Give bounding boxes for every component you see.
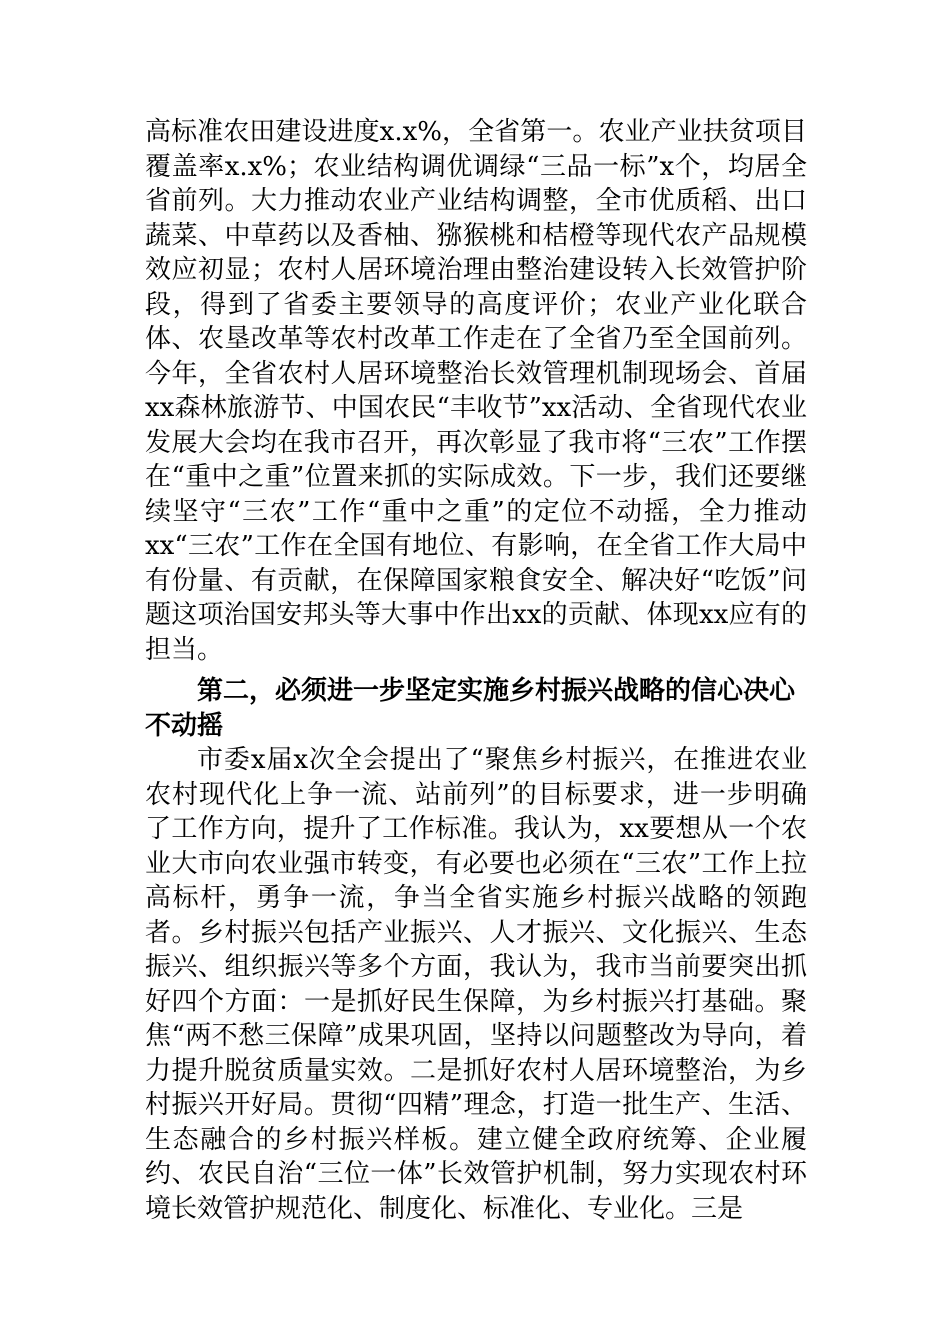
paragraph-agriculture-achievements bbox=[145, 115, 807, 667]
body-paragraph-2: 市委x届x次全会提出了“聚焦乡村振兴，在推进农业农村现代化上争一流、站前列”的目标要求，进一步明确了工作方向，提升了工作标准。我认为，xx要想从一个农业大市向农业强市转变，有必要也必须在“三农”工作上拉高标杆，勇争一流，争当全省实施乡村振兴战略的领跑者。乡村振兴包括产业振兴、人才振兴、文化振兴、生态振兴、组织振兴等多个方面，我认为，我市当前要突出抓好四个方面：一是抓好民生保障，为乡村振兴打基础。聚焦“两不愁三保障”成果巩固，坚持以问题整改为导向，着力提升脱贫质量实效。二是抓好农村人居环境整治，为乡村振兴开好局。贯彻“四精”理念，打造一批生产、生活、生态融合的乡村振兴样板。建立健全政府统筹、企业履约、农民自治“三位一体”长效管护机制，努力实现农村环境长效管护规范化、制度化、标准化、专业化。三是 bbox=[145, 745, 807, 1224]
section-heading-rural-revitalization bbox=[145, 674, 807, 743]
body-paragraph-1: 高标准农田建设进度x.x%，全省第一。农业产业扶贫项目覆盖率x.x%；农业结构调优调绿“三品一标”x个，均居全省前列。大力推动农业产业结构调整，全市优质稻、出口蔬菜、中草药以及香柚、猕猴桃和桔橙等现代农产品规模效应初显；农村人居环境治理由整治建设转入长效管护阶段，得到了省委主要领导的高度评价；农业产业化联合体、农垦改革等农村改革工作走在了全省乃至全国前列。今年，全省农村人居环境整治长效管理机制现场会、首届xx森林旅游节、中国农民“丰收节”xx活动、全省现代农业发展大会均在我市召开，再次彰显了我市将“三农”工作摆在“重中之重”位置来抓的实际成效。下一步，我们还要继续坚守“三农”工作“重中之重”的定位不动摇，全力推动xx“三农”工作在全国有地位、有影响，在全省工作大局中有份量、有贡献，在保障国家粮食安全、解决好“吃饭”问题这项治国安邦头等大事中作出xx的贡献、体现xx应有的担当。 bbox=[145, 117, 807, 665]
section-heading: 第二，必须进一步坚定实施乡村振兴战略的信心决心不动摇 bbox=[145, 676, 796, 741]
paragraph-rural-revitalization bbox=[145, 743, 807, 1226]
